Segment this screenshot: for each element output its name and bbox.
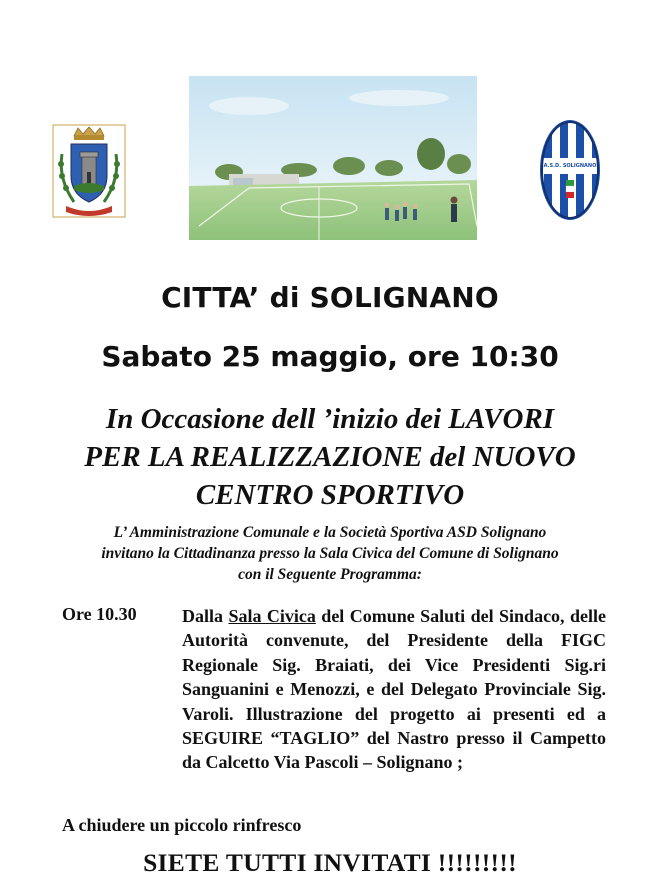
program-description [182, 604, 606, 775]
event-date-time: Sabato 25 maggio, ore 10:30 [101, 340, 559, 373]
program-location: Sala Civica [228, 606, 316, 626]
field-rendering-image [189, 76, 477, 240]
headline-line: PER LA REALIZZAZIONE del NUOVO [84, 441, 576, 473]
program-text-rest: del Comune Saluti del Sindaco, delle Autorità convenute, del Presidente della FIGC Regionale Sig. Braiati, dei Vice Presidenti Sig.ri Sanguanini e Menozzi, e del Delegato Provinciale Sig. Varoli. Illustrazione del progetto ai presenti ed a SEGUIRE “TAGLIO” del Nastro presso il Campetto da Calcetto Via Pascoli – Solignano ; [182, 606, 606, 773]
intro-line: invitano la Cittadinanza presso la Sala Civica del Comune di Solignano [101, 545, 559, 562]
headline-line: In Occasione dell ’inizio dei LAVORI [105, 403, 555, 435]
event-headline [0, 400, 660, 514]
intro-line: L’ Amministrazione Comunale e la Società Sportiva ASD Solignano [113, 524, 547, 541]
invitation-intro [0, 522, 660, 585]
closing-note: A chiudere un piccolo rinfresco [62, 815, 302, 835]
club-badge-text: A.S.D. SOLIGNANO [543, 163, 597, 169]
intro-line: con il Seguente Programma: [238, 566, 422, 583]
program-time: Ore 10.30 [62, 604, 137, 624]
club-badge-icon [538, 118, 602, 222]
invitation-banner: SIETE TUTTI INVITATI !!!!!!!!! [143, 848, 517, 877]
headline-line: CENTRO SPORTIVO [195, 479, 465, 511]
municipal-crest-icon [52, 124, 126, 218]
program-text-start: Dalla [182, 606, 229, 626]
page-title: CITTA’ di SOLIGNANO [161, 281, 499, 314]
